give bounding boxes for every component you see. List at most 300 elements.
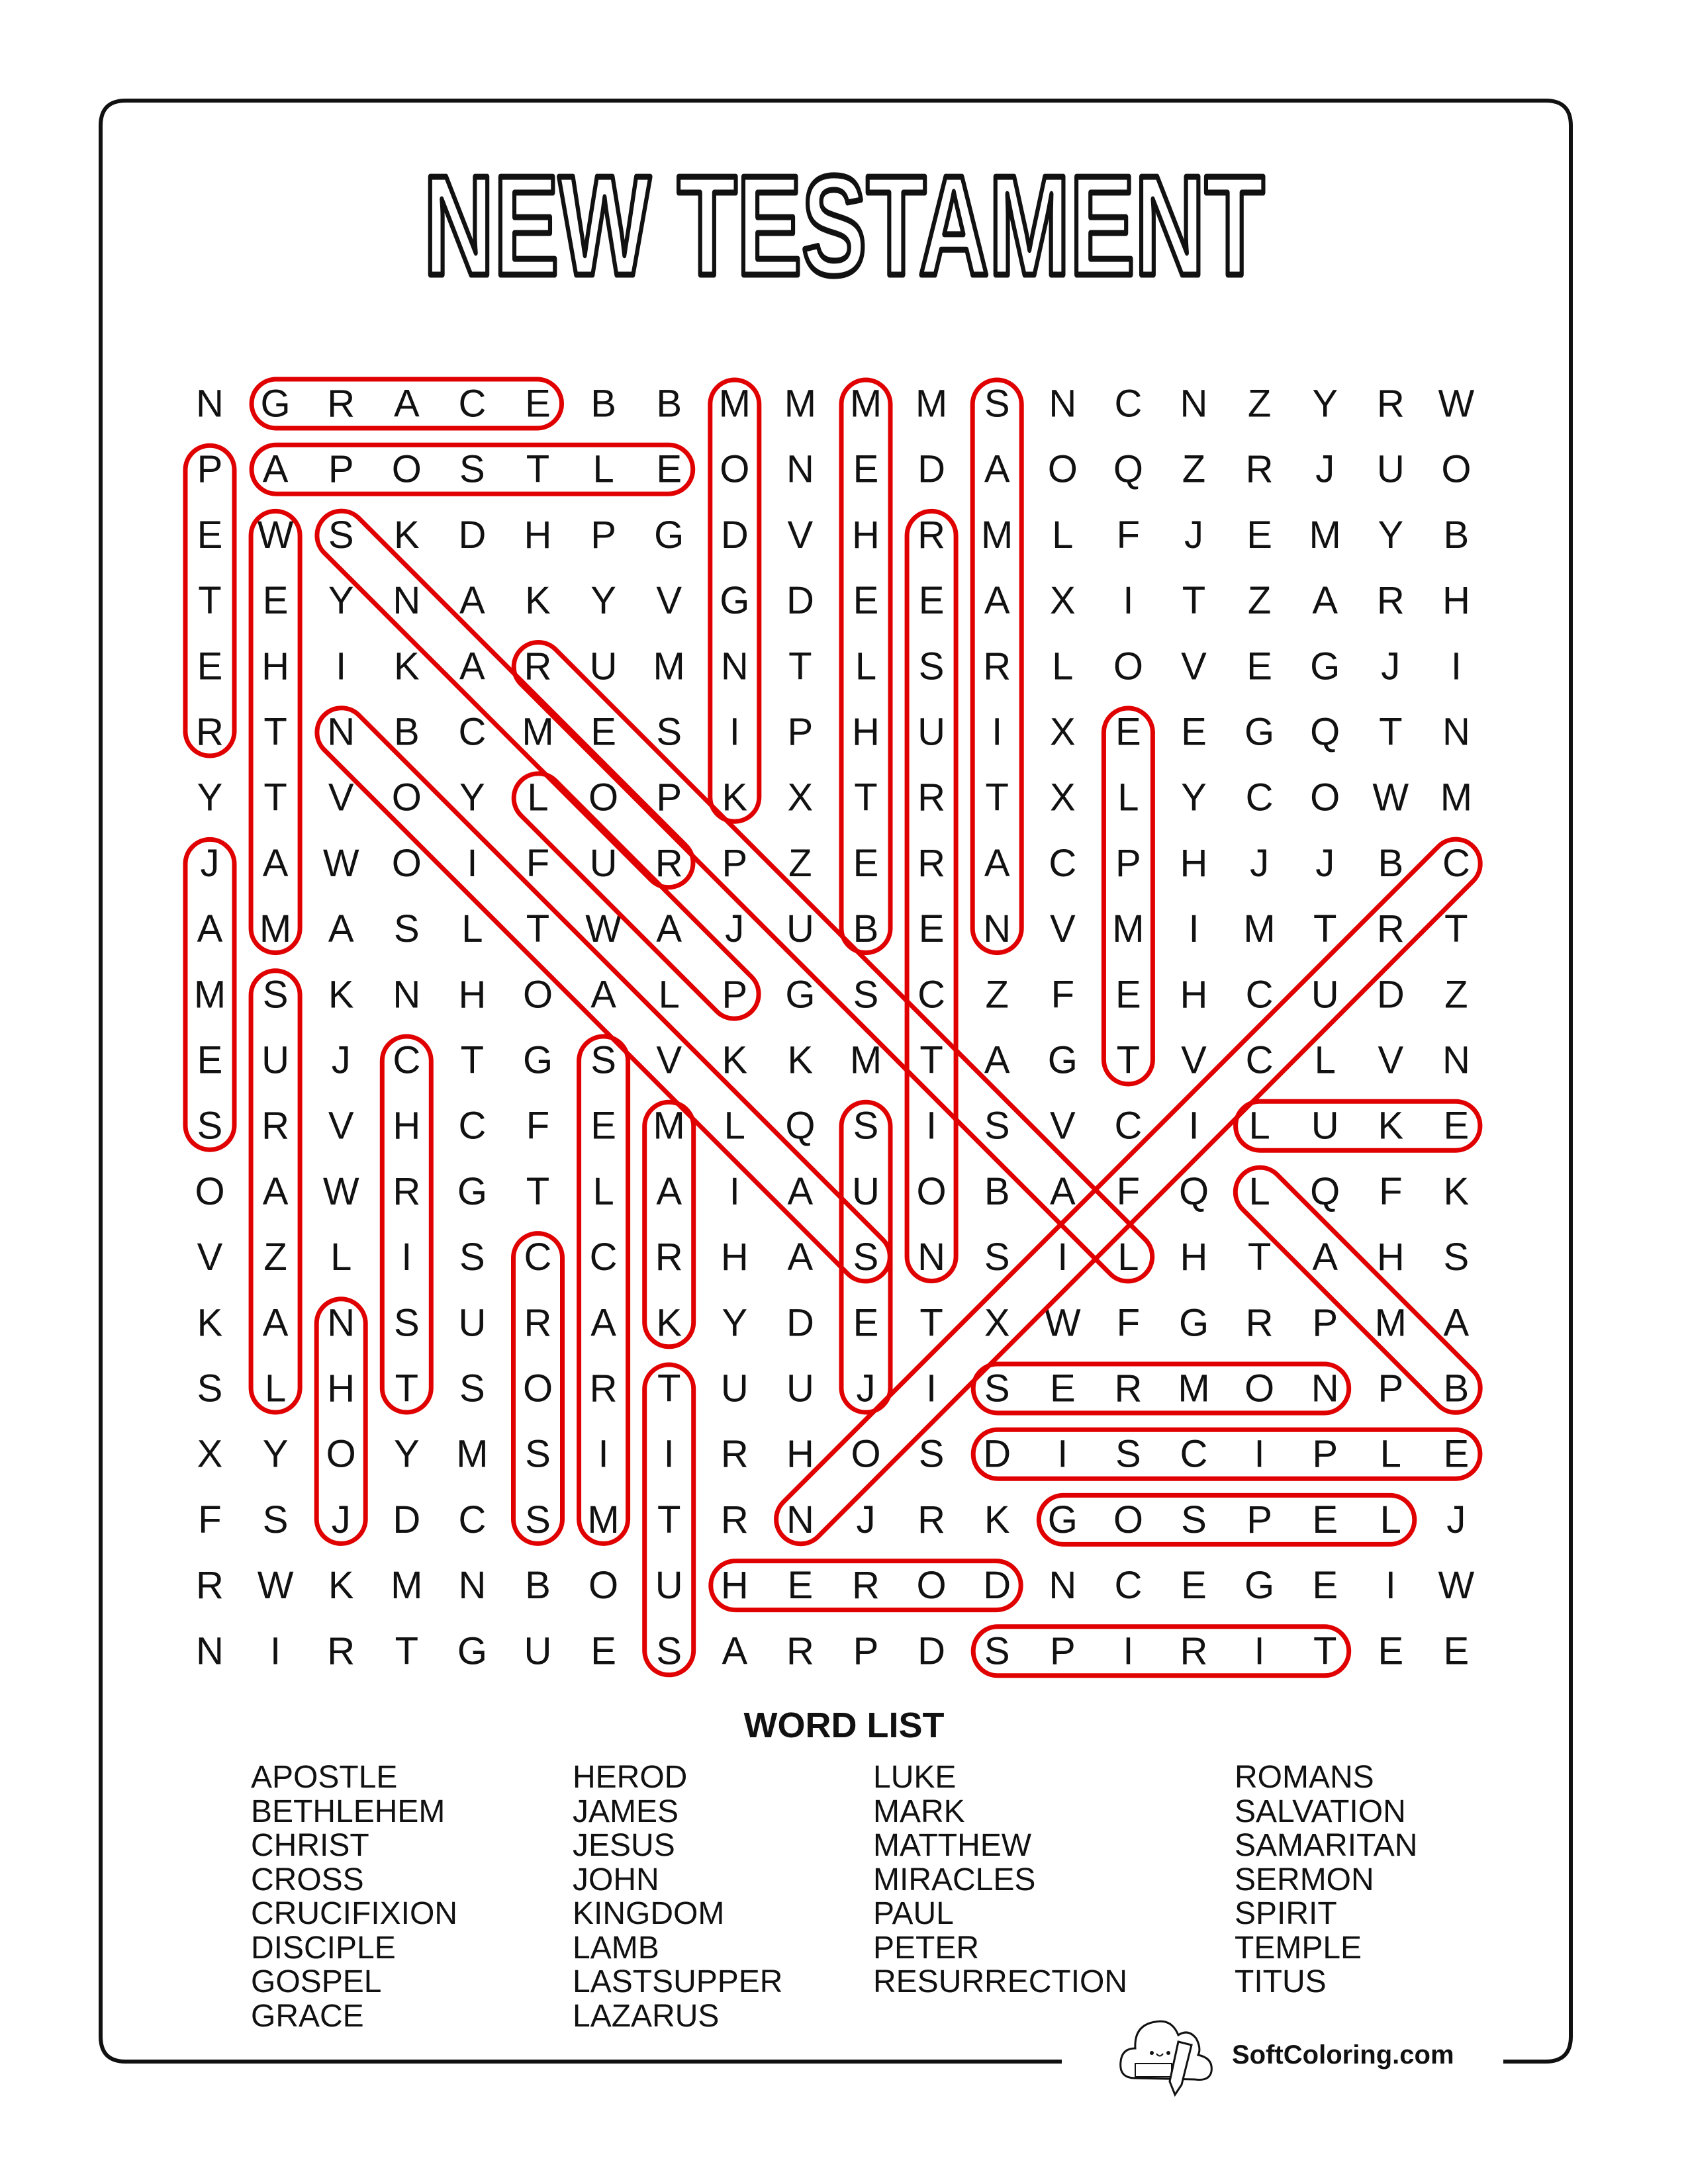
grid-letter: I	[467, 841, 478, 885]
grid-letter: F	[1116, 1169, 1141, 1213]
word-list-column-1	[251, 1760, 457, 2033]
grid-letter: R	[524, 645, 552, 688]
grid-letter: V	[656, 579, 682, 623]
grid-letter: V	[656, 1038, 682, 1082]
grid-letter: Y	[262, 1432, 289, 1476]
grid-letter: N	[983, 907, 1011, 951]
grid-letter: D	[393, 1498, 421, 1541]
word-list-item: LUKE	[873, 1760, 957, 1795]
word-list-item: MIRACLES	[873, 1862, 1036, 1897]
grid-letter: R	[524, 1301, 552, 1345]
grid-letter: A	[722, 1629, 748, 1673]
grid-letter: W	[1438, 382, 1475, 426]
grid-letter: I	[1057, 1236, 1068, 1279]
grid-letter: M	[718, 382, 751, 426]
found-word-circle-resurrection	[907, 511, 956, 1281]
grid-letter: E	[590, 1629, 616, 1673]
grid-letter: I	[270, 1629, 281, 1673]
grid-letter: S	[393, 907, 420, 951]
grid-letter: N	[1311, 1367, 1339, 1410]
grid-letter: R	[1376, 579, 1405, 623]
word-list-item: SPIRIT	[1235, 1896, 1337, 1931]
grid-letter: F	[1116, 1301, 1141, 1345]
grid-letter: M	[1309, 513, 1341, 557]
grid-letter: H	[720, 1564, 749, 1608]
grid-letter: S	[459, 447, 485, 491]
grid-letter: R	[720, 1498, 749, 1541]
word-list-item: GOSPEL	[251, 1964, 382, 1999]
grid-letter: T	[1444, 907, 1468, 951]
grid-letter: J	[200, 841, 220, 885]
grid-letter: V	[1181, 1038, 1207, 1082]
word-list-item: CRUCIFIXION	[251, 1896, 457, 1931]
grid-letter: T	[526, 447, 550, 491]
grid-letter: J	[331, 1038, 351, 1082]
grid-letter: L	[592, 1169, 614, 1213]
grid-letter: D	[720, 513, 749, 557]
grid-letter: R	[327, 382, 355, 426]
grid-letter: Q	[785, 1104, 816, 1148]
grid-letter: Z	[1247, 382, 1272, 426]
grid-letter: L	[330, 1236, 352, 1279]
word-list-item: LAZARUS	[573, 1998, 720, 2034]
grid-letter: V	[1181, 645, 1207, 688]
grid-letter: P	[328, 447, 354, 491]
grid-letter: B	[1443, 1367, 1470, 1410]
grid-letter: P	[1246, 1498, 1272, 1541]
grid-letter: D	[917, 1629, 946, 1673]
grid-letter: H	[1180, 841, 1208, 885]
grid-letter: A	[262, 1169, 289, 1213]
grid-letter: A	[1312, 1236, 1338, 1279]
word-list-item: ROMANS	[1235, 1760, 1374, 1795]
grid-letter: N	[1442, 710, 1470, 754]
grid-letter: A	[1312, 579, 1338, 623]
grid-letter: C	[1180, 1432, 1208, 1476]
grid-letter: L	[658, 973, 680, 1017]
grid-letter: G	[785, 973, 816, 1017]
grid-letter: O	[391, 447, 422, 491]
grid-letter: E	[853, 841, 879, 885]
grid-letter: L	[592, 447, 614, 491]
grid-letter: Y	[459, 776, 485, 819]
grid-letter: J	[856, 1367, 876, 1410]
grid-letter: N	[327, 1301, 355, 1345]
grid-letter: H	[1376, 1236, 1405, 1279]
grid-letter: F	[1116, 513, 1141, 557]
grid-letter: O	[851, 1432, 881, 1476]
word-list-heading: WORD LIST	[743, 1706, 945, 1745]
cloud-pencil-icon	[1115, 2012, 1228, 2098]
grid-letter: T	[1247, 1236, 1272, 1279]
grid-letter: W	[585, 907, 622, 951]
grid-letter: I	[1450, 645, 1462, 688]
word-list-item: TEMPLE	[1235, 1930, 1362, 1966]
grid-letter: R	[1180, 1629, 1208, 1673]
word-list-item: DISCIPLE	[251, 1930, 396, 1966]
grid-letter: O	[1441, 447, 1472, 491]
grid-letter: R	[327, 1629, 355, 1673]
grid-letter: A	[1443, 1301, 1470, 1345]
grid-letter: U	[524, 1629, 552, 1673]
grid-letter: D	[786, 579, 814, 623]
grid-letter: T	[395, 1367, 419, 1410]
grid-letter: S	[525, 1432, 551, 1476]
grid-letter: I	[926, 1104, 937, 1148]
grid-letter: A	[656, 907, 682, 951]
grid-letter: E	[787, 1564, 814, 1608]
grid-letter: E	[853, 579, 879, 623]
grid-letter: I	[729, 710, 740, 754]
grid-letter: R	[261, 1104, 290, 1148]
grid-letter: X	[197, 1432, 223, 1476]
grid-letter: E	[1378, 1629, 1404, 1673]
grid-letter: R	[720, 1432, 749, 1476]
grid-letter: E	[853, 447, 879, 491]
grid-letter: H	[1180, 973, 1208, 1017]
grid-letter: S	[262, 973, 289, 1017]
grid-letter: T	[1379, 710, 1403, 754]
grid-letter: I	[1385, 1564, 1396, 1608]
grid-letter: Z	[985, 973, 1009, 1017]
grid-letter: U	[1376, 447, 1405, 491]
grid-letter: U	[589, 645, 618, 688]
grid-letter: G	[720, 579, 750, 623]
grid-letter: M	[784, 382, 817, 426]
grid-letter: M	[587, 1498, 620, 1541]
grid-letter: Y	[1181, 776, 1207, 819]
grid-letter: R	[1245, 447, 1274, 491]
grid-letter: K	[984, 1498, 1010, 1541]
grid-letter: N	[1049, 382, 1077, 426]
grid-letter: A	[459, 645, 485, 688]
grid-letter: F	[526, 841, 550, 885]
grid-letter: V	[1049, 907, 1076, 951]
grid-letter: T	[460, 1038, 485, 1082]
grid-letter: W	[257, 1564, 294, 1608]
grid-letter: Z	[1182, 447, 1206, 491]
grid-letter: I	[1123, 1629, 1134, 1673]
grid-letter: K	[328, 973, 354, 1017]
grid-letter: G	[1310, 645, 1340, 688]
grid-letter: A	[984, 579, 1010, 623]
word-list-item: JESUS	[573, 1828, 675, 1863]
grid-letter: S	[853, 1104, 879, 1148]
grid-letter: C	[1442, 841, 1470, 885]
grid-letter: E	[918, 579, 945, 623]
word-list-item: PETER	[873, 1930, 980, 1966]
grid-letter: H	[458, 973, 487, 1017]
grid-letter: K	[722, 776, 748, 819]
grid-letter: E	[197, 645, 223, 688]
grid-letter: K	[787, 1038, 814, 1082]
grid-letter: Q	[1310, 1169, 1340, 1213]
grid-letter: G	[1047, 1498, 1078, 1541]
grid-letter: E	[853, 1301, 879, 1345]
grid-letter: U	[720, 1367, 749, 1410]
page-title-text: NEW TESTAMENT	[424, 146, 1264, 305]
grid-letter: P	[197, 447, 223, 491]
grid-letter: S	[262, 1498, 289, 1541]
grid-letter: R	[917, 513, 946, 557]
grid-letter: I	[1254, 1629, 1265, 1673]
grid-letter: N	[917, 1236, 946, 1279]
grid-letter: K	[722, 1038, 748, 1082]
grid-letter: M	[1178, 1367, 1210, 1410]
grid-letter: O	[1113, 1498, 1143, 1541]
grid-letter: R	[1114, 1367, 1143, 1410]
grid-letter: Y	[722, 1301, 748, 1345]
grid-letter: O	[1113, 645, 1143, 688]
grid-letter: M	[981, 513, 1013, 557]
grid-letter: C	[458, 382, 487, 426]
grid-letter: S	[984, 1367, 1010, 1410]
grid-letter: E	[656, 447, 682, 491]
grid-letter: C	[458, 1104, 487, 1148]
grid-letter: I	[663, 1432, 675, 1476]
grid-letter: C	[1245, 973, 1274, 1017]
grid-letter: T	[788, 645, 812, 688]
grid-letter: K	[393, 513, 420, 557]
word-list-item: APOSTLE	[251, 1760, 398, 1795]
word-list-item: SALVATION	[1235, 1794, 1406, 1829]
grid-letter: C	[1114, 382, 1143, 426]
word-list-column-4	[1235, 1760, 1417, 1999]
grid-letter: X	[1049, 710, 1076, 754]
grid-letter: T	[1116, 1038, 1141, 1082]
grid-letter: P	[1378, 1367, 1404, 1410]
grid-letter: K	[328, 1564, 354, 1608]
grid-letter: F	[526, 1104, 550, 1148]
grid-letter: N	[1442, 1038, 1470, 1082]
grid-letter: S	[984, 382, 1010, 426]
grid-letter: M	[1243, 907, 1276, 951]
grid-letter: S	[853, 1236, 879, 1279]
grid-letter: C	[1245, 1038, 1274, 1082]
grid-letter: O	[195, 1169, 225, 1213]
grid-letter: J	[1381, 645, 1401, 688]
grid-letter: C	[1114, 1564, 1143, 1608]
word-list-item: CHRIST	[251, 1828, 369, 1863]
grid-letter: Y	[1312, 382, 1338, 426]
grid-letter: A	[984, 841, 1010, 885]
grid-letter: X	[1049, 776, 1076, 819]
grid-letter: O	[588, 776, 619, 819]
grid-letter: I	[992, 710, 1003, 754]
grid-letter: D	[983, 1564, 1011, 1608]
grid-letter: E	[1115, 710, 1141, 754]
grid-letter: A	[787, 1169, 814, 1213]
word-list-item: MARK	[873, 1794, 965, 1829]
grid-letter: P	[787, 710, 814, 754]
grid-letter: A	[393, 382, 420, 426]
grid-letter: E	[262, 579, 289, 623]
grid-letter: O	[522, 1367, 553, 1410]
softcoloring-logo	[1115, 2012, 1454, 2098]
grid-letter: H	[393, 1104, 421, 1148]
grid-letter: O	[391, 776, 422, 819]
grid-letter: G	[260, 382, 291, 426]
grid-letter: A	[590, 973, 616, 1017]
grid-letter: I	[598, 1432, 609, 1476]
grid-letter: U	[458, 1301, 487, 1345]
grid-letter: M	[522, 710, 554, 754]
grid-letter: S	[918, 1432, 945, 1476]
grid-letter: E	[918, 907, 945, 951]
grid-letter: S	[984, 1104, 1010, 1148]
grid-letter: G	[1244, 1564, 1275, 1608]
grid-letter: C	[458, 710, 487, 754]
grid-letter: R	[786, 1629, 814, 1673]
grid-letter: H	[720, 1236, 749, 1279]
grid-letter: F	[1379, 1169, 1403, 1213]
grid-letter: N	[720, 645, 749, 688]
grid-letter: R	[917, 841, 946, 885]
word-list-item: PAUL	[873, 1896, 954, 1931]
grid-letter: L	[527, 776, 549, 819]
grid-letter: S	[656, 1629, 682, 1673]
grid-letter: K	[1443, 1169, 1470, 1213]
grid-letter: M	[1112, 907, 1145, 951]
grid-letter: A	[1049, 1169, 1076, 1213]
grid-letter: K	[197, 1301, 223, 1345]
grid-letter: Y	[197, 776, 223, 819]
word-list-item: JAMES	[573, 1794, 679, 1829]
grid-letter: T	[1182, 579, 1206, 623]
grid-letter: G	[1178, 1301, 1209, 1345]
grid-letter: T	[657, 1498, 681, 1541]
grid-letter: Q	[1113, 447, 1143, 491]
grid-letter: V	[328, 776, 354, 819]
grid-letter: P	[722, 973, 748, 1017]
grid-letter: T	[985, 776, 1009, 819]
grid-letter: O	[1244, 1367, 1275, 1410]
grid-letter: A	[262, 447, 289, 491]
grid-letter: E	[1181, 1564, 1207, 1608]
grid-letter: I	[1123, 579, 1134, 623]
word-list-item: MATTHEW	[873, 1828, 1032, 1863]
grid-letter: G	[654, 513, 684, 557]
grid-letter: N	[196, 382, 224, 426]
grid-letter: S	[393, 1301, 420, 1345]
grid-letter: G	[457, 1169, 487, 1213]
grid-letter: W	[1044, 1301, 1081, 1345]
word-list-column-2	[573, 1760, 782, 2033]
grid-letter: A	[787, 1236, 814, 1279]
grid-letter: W	[322, 841, 359, 885]
grid-letter: S	[197, 1367, 223, 1410]
grid-letter: B	[590, 382, 616, 426]
grid-letter: C	[1114, 1104, 1143, 1148]
grid-letter: T	[526, 1169, 550, 1213]
logo-text: SoftColoring.com	[1232, 2040, 1454, 2070]
grid-letter: D	[983, 1432, 1011, 1476]
grid-letter: P	[722, 841, 748, 885]
grid-letter: M	[193, 973, 226, 1017]
grid-letter: L	[1117, 1236, 1139, 1279]
found-word-circle-romans	[307, 501, 704, 897]
grid-letter: K	[656, 1301, 682, 1345]
grid-letter: O	[720, 447, 750, 491]
grid-letter: M	[1374, 1301, 1407, 1345]
grid-letter: T	[395, 1629, 419, 1673]
word-list-column-3	[873, 1760, 1127, 1999]
grid-letter: H	[1442, 579, 1470, 623]
grid-letter: U	[261, 1038, 290, 1082]
grid-letter: G	[1047, 1038, 1078, 1082]
grid-letter: X	[787, 776, 814, 819]
grid-letter: A	[197, 907, 223, 951]
grid-letter: U	[852, 1169, 880, 1213]
grid-letter: E	[1246, 645, 1272, 688]
grid-letter: C	[458, 1498, 487, 1541]
grid-letter: L	[1052, 513, 1074, 557]
word-list-item: LAMB	[573, 1930, 659, 1966]
grid-letter: S	[459, 1367, 485, 1410]
grid-letter: Z	[1444, 973, 1468, 1017]
grid-letter: V	[1378, 1038, 1404, 1082]
grid-letter: Z	[263, 1236, 287, 1279]
grid-letter: N	[458, 1564, 487, 1608]
grid-letter: S	[197, 1104, 223, 1148]
word-list-item: SERMON	[1235, 1862, 1374, 1897]
grid-letter: O	[1047, 447, 1078, 491]
grid-letter: M	[915, 382, 948, 426]
grid-letter: Q	[1310, 710, 1340, 754]
grid-letter: Y	[590, 579, 616, 623]
word-list-item: HEROD	[573, 1760, 688, 1795]
grid-letter: R	[196, 1564, 224, 1608]
grid-letter: R	[393, 1169, 421, 1213]
grid-letter: T	[1313, 907, 1337, 951]
grid-letter: S	[1181, 1498, 1207, 1541]
grid-letter: W	[257, 513, 294, 557]
grid-letter: N	[196, 1629, 224, 1673]
grid-letter: E	[197, 1038, 223, 1082]
grid-letter: N	[393, 579, 421, 623]
grid-letter: M	[259, 907, 292, 951]
grid-letter: L	[461, 907, 483, 951]
word-list-item: GRACE	[251, 1998, 364, 2034]
grid-letter: H	[852, 710, 880, 754]
grid-letter: H	[327, 1367, 355, 1410]
grid-letter: A	[590, 1301, 616, 1345]
grid-letter: H	[261, 645, 290, 688]
grid-letter: H	[852, 513, 880, 557]
grid-letter: D	[786, 1301, 814, 1345]
grid-letter: J	[1250, 841, 1270, 885]
grid-letter: J	[331, 1498, 351, 1541]
grid-letter: P	[1312, 1432, 1338, 1476]
grid-letter: W	[1372, 776, 1409, 819]
grid-letter: B	[1443, 513, 1470, 557]
grid-letter: L	[724, 1104, 745, 1148]
grid-letter: M	[849, 1038, 882, 1082]
grid-letter: S	[525, 1498, 551, 1541]
grid-letter: M	[391, 1564, 423, 1608]
grid-letter: B	[984, 1169, 1010, 1213]
grid-letter: O	[522, 973, 553, 1017]
grid-letter: V	[197, 1236, 223, 1279]
grid-letter: J	[1184, 513, 1203, 557]
grid-letter: S	[656, 710, 682, 754]
grid-letter: U	[786, 1367, 814, 1410]
grid-letter: Q	[1178, 1169, 1209, 1213]
grid-letter: M	[653, 1104, 685, 1148]
word-list-item: RESURRECTION	[873, 1964, 1128, 1999]
grid-letter: R	[1376, 382, 1405, 426]
grid-letter: E	[1443, 1432, 1470, 1476]
